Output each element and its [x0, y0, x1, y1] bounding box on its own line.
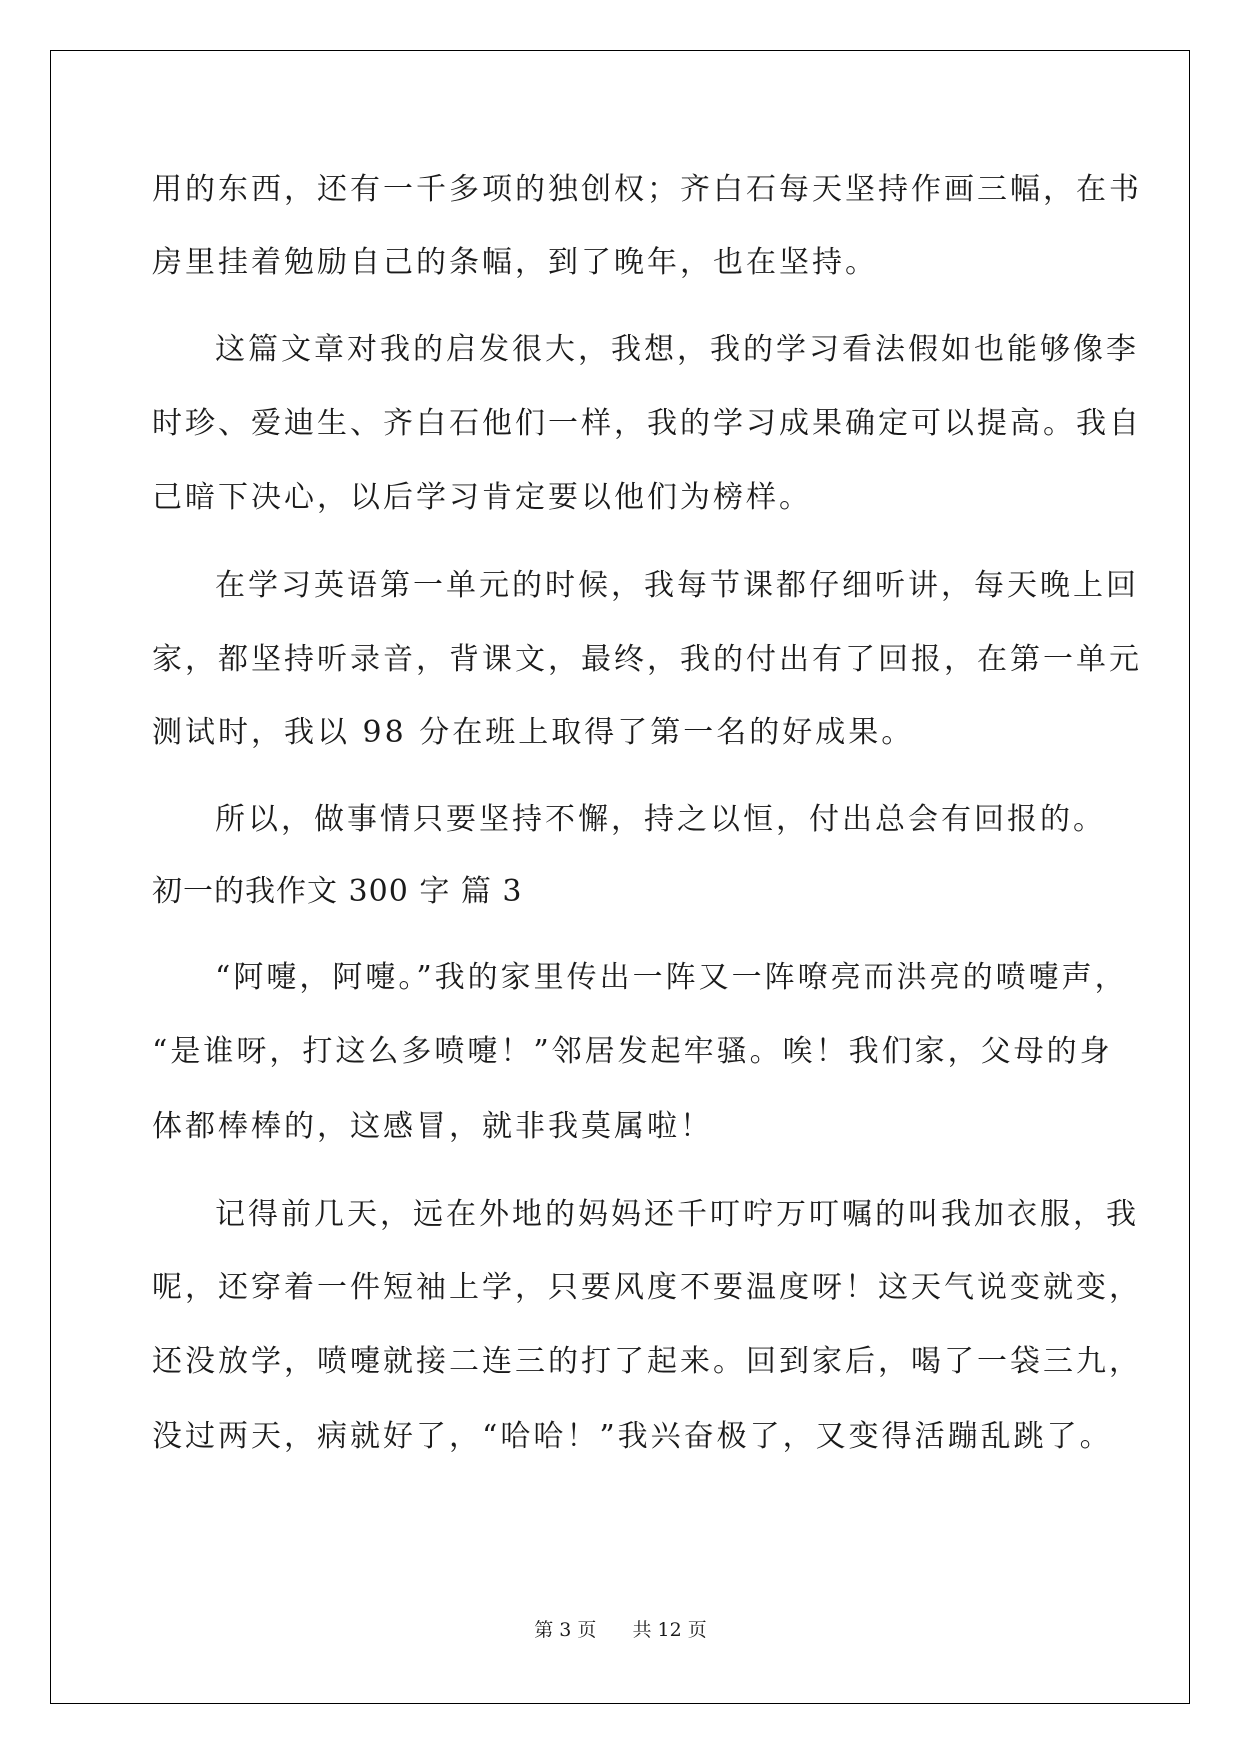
body-line-5: 己暗下决心，以后学习肯定要以他们为榜样。 — [152, 480, 812, 515]
body-line-7: 家，都坚持听录音，背课文，最终，我的付出有了回报，在第一单元 — [152, 642, 1142, 677]
body-line-4: 时珍、爱迪生、齐白石他们一样，我的学习成果确定可以提高。我自 — [152, 406, 1142, 441]
body-line-13: 体都棒棒的，这感冒，就非我莫属啦！ — [152, 1109, 713, 1144]
body-line-17: 没过两天，病就好了，“哈哈！”我兴奋极了，又变得活蹦乱跳了。 — [152, 1419, 1113, 1454]
body-line-1: 用的东西，还有一千多项的独创权；齐白石每天坚持作画三幅，在书 — [152, 172, 1142, 207]
page-total: 共 12 页 — [632, 1619, 707, 1641]
body-line-12: “是谁呀，打这么多喷嚏！”邻居发起牢骚。唉！我们家，父母的身 — [152, 1034, 1113, 1069]
body-line-14: 记得前几天，远在外地的妈妈还千叮咛万叮嘱的叫我加衣服，我 — [215, 1197, 1139, 1232]
page-footer — [0, 1618, 1241, 1642]
page-number: 第 3 页 — [534, 1619, 597, 1641]
body-line-8: 测试时，我以 98 分在班上取得了第一名的好成果。 — [152, 715, 915, 750]
body-line-2: 房里挂着勉励自己的条幅，到了晚年，也在坚持。 — [152, 245, 878, 280]
body-line-3: 这篇文章对我的启发很大，我想，我的学习看法假如也能够像李 — [215, 332, 1139, 367]
body-line-15: 呢，还穿着一件短袖上学，只要风度不要温度呀！这天气说变就变， — [152, 1270, 1142, 1305]
body-line-11: “阿嚏，阿嚏。”我的家里传出一阵又一阵嘹亮而洪亮的喷嚏声， — [215, 960, 1128, 995]
section-heading: 初一的我作文 300 字 篇 3 — [152, 874, 523, 909]
body-line-16: 还没放学，喷嚏就接二连三的打了起来。回到家后，喝了一袋三九， — [152, 1344, 1142, 1379]
body-line-9: 所以，做事情只要坚持不懈，持之以恒，付出总会有回报的。 — [215, 802, 1106, 837]
body-line-6: 在学习英语第一单元的时候，我每节课都仔细听讲，每天晚上回 — [215, 568, 1139, 603]
